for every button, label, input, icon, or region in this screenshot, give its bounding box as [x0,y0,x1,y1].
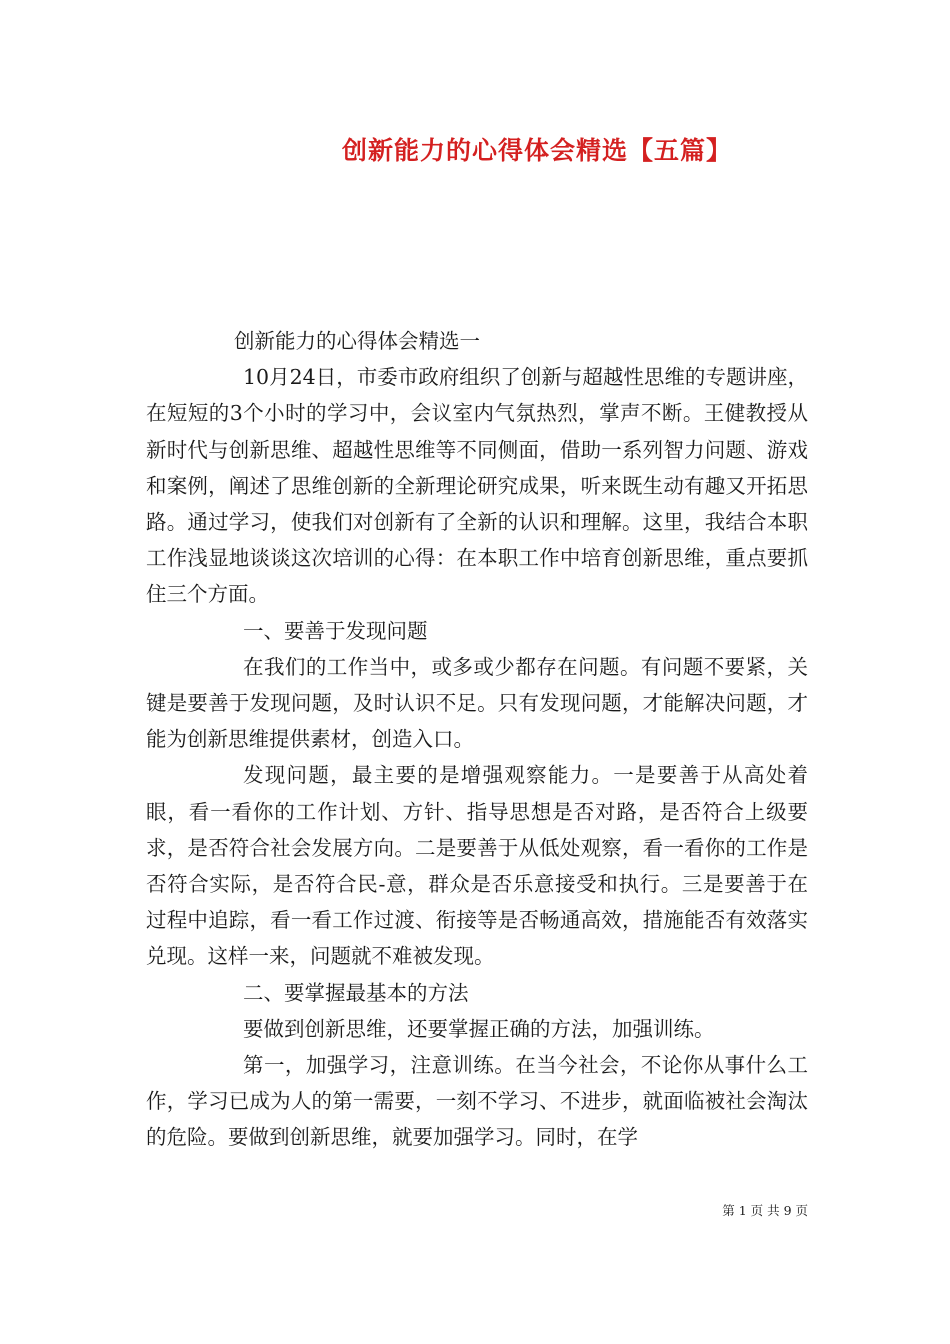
body-paragraph: 发现问题，最主要的是增强观察能力。一是要善于从高处着眼，看一看你的工作计划、方针、指导思想是否对路，是否符合上级要求，是否符合社会发展方向。二是要善于从低处观察，看一看你的工作是否符合实际，是否符合民-意，群众是否乐意接受和执行。三是要善于在过程中追踪，看一看工作过渡、衔接等是否畅通高效，措施能否有效落实兑现。这样一来，问题就不难被发现。 [146,763,808,969]
body-paragraph: 在我们的工作当中，或多或少都存在问题。有问题不要紧，关键是要善于发现问题，及时认识不足。只有发现问题，才能解决问题，才能为创新思维提供素材，创造入口。 [146,654,808,752]
document-title: 创新能力的心得体会精选【五篇】 [341,136,732,165]
body-paragraph: 10月24日，市委市政府组织了创新与超越性思维的专题讲座，在短短的3个小时的学习中，会议室内气氛热烈，掌声不断。王健教授从新时代与创新思维、超越性思维等不同侧面，借助一系列智力问题、游戏和案例，阐述了思维创新的全新理论研究成果，听来既生动有趣又开拓思路。通过学习，使我们对创新有了全新的认识和理解。这里，我结合本职工作浅显地谈谈这次培训的心得：在本职工作中培育创新思维，重点要抓住三个方面。 [146,365,808,607]
body-paragraph: 第一，加强学习，注意训练。在当今社会，不论你从事什么工作，学习已成为人的第一需要，一刻不学习、不进步，就面临被社会淘汰的危险。要做到创新思维，就要加强学习。同时，在学 [146,1053,808,1150]
section-heading: 一、要善于发现问题 [243,618,428,643]
body-paragraph: 要做到创新思维，还要掌握正确的方法，加强训练。 [243,1016,715,1041]
page-number-footer: 第 1 页 共 9 页 [722,1203,808,1218]
document-body [146,323,808,1156]
section-heading: 创新能力的心得体会精选一 [234,329,480,353]
section-heading: 二、要掌握最基本的方法 [243,980,469,1005]
